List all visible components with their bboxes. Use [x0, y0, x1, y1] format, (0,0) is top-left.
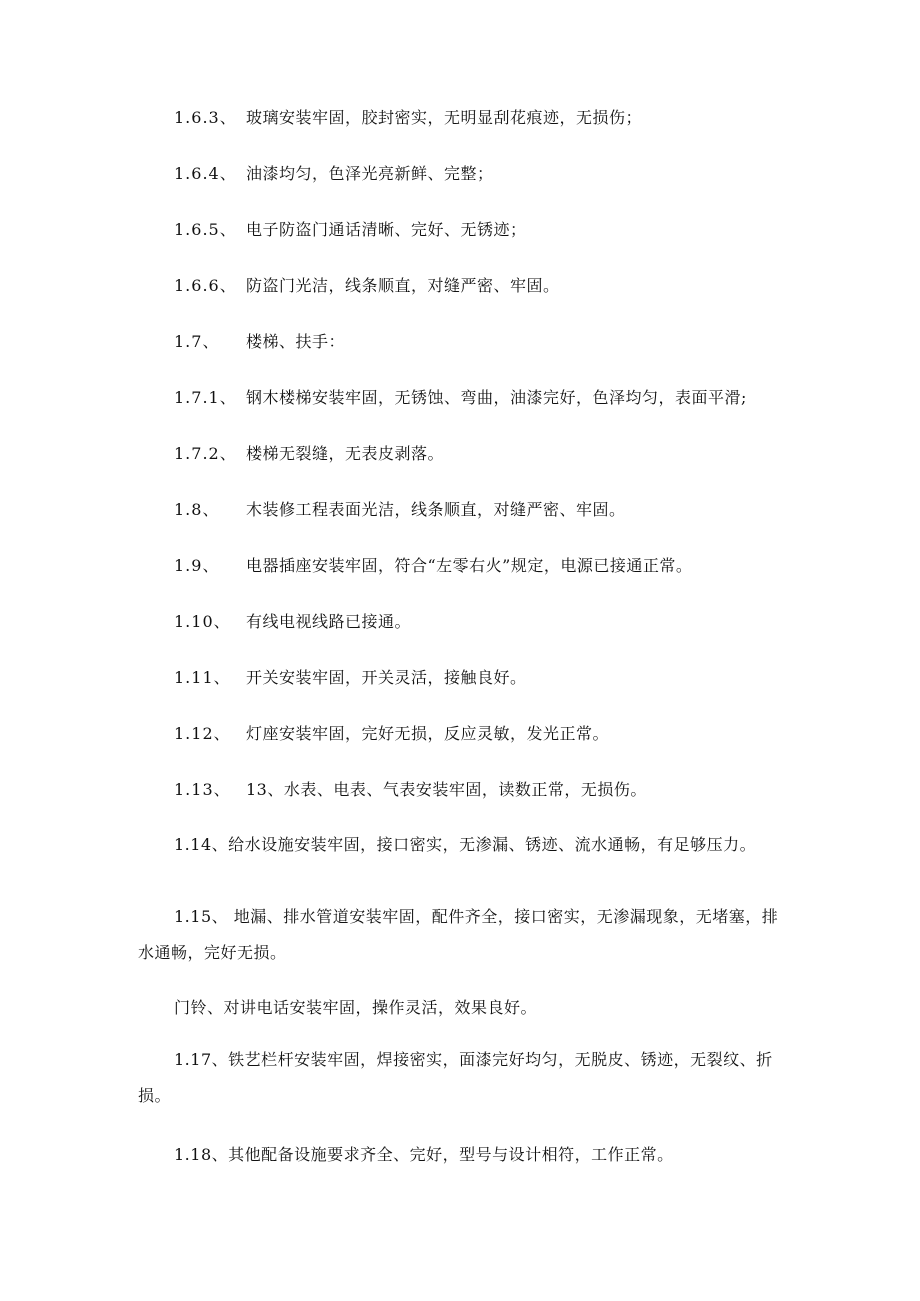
item-text: 13、水表、电表、气表安装牢固，读数正常，无损伤。	[246, 780, 647, 799]
item-text: 防盗门光洁，线条顺直，对缝严密、牢固。	[246, 276, 560, 295]
paragraph: 门铃、对讲电话安装牢固，操作灵活，效果良好。	[174, 998, 538, 1017]
item-number: 1.6.4、	[174, 164, 237, 183]
item-number: 1.12、	[174, 724, 231, 743]
item-text: 开关安装牢固，开关灵活，接触良好。	[246, 668, 527, 687]
item-number: 1.7.1、	[174, 388, 237, 407]
item-number: 1.9、	[174, 556, 220, 575]
item-number: 1.11、	[174, 668, 231, 687]
item-text: 钢木楼梯安装牢固，无锈蚀、弯曲，油漆完好，色泽均匀，表面平滑;	[246, 388, 747, 407]
item-number: 1.8、	[174, 500, 220, 519]
item-number: 1.7、	[174, 332, 220, 351]
paragraph: 1.14、给水设施安装牢固，接口密实，无渗漏、锈迹、流水通畅，有足够压力。	[174, 835, 757, 854]
item-text: 电子防盗门通话清晰、完好、无锈迹；	[246, 220, 527, 239]
paragraph: 1.15、 地漏、排水管道安装牢固，配件齐全，接口密实，无渗漏现象，无堵塞，排水通畅，完好无损。	[138, 907, 779, 962]
item-number: 1.6.3、	[174, 108, 237, 127]
item-text: 油漆均匀，色泽光亮新鲜、完整；	[246, 164, 494, 183]
item-text: 楼梯、扶手：	[246, 332, 346, 351]
item-text: 木装修工程表面光洁，线条顺直，对缝严密、牢固。	[246, 500, 626, 519]
paragraph: 1.17、铁艺栏杆安装牢固，焊接密实，面漆完好均匀，无脱皮、锈迹，无裂纹、折损。	[138, 1050, 773, 1105]
item-text: 有线电视线路已接通。	[246, 612, 412, 631]
item-number: 1.10、	[174, 612, 231, 631]
item-number: 1.6.6、	[174, 276, 237, 295]
item-text: 楼梯无裂缝，无表皮剥落。	[246, 444, 445, 463]
item-number: 1.7.2、	[174, 444, 237, 463]
item-text: 玻璃安装牢固，胶封密实，无明显刮花痕迹，无损伤；	[246, 108, 643, 127]
item-number: 1.6.5、	[174, 220, 237, 239]
item-number: 1.13、	[174, 780, 231, 799]
item-text: 灯座安装牢固，完好无损，反应灵敏，发光正常。	[246, 724, 610, 743]
paragraph: 1.18、其他配备设施要求齐全、完好，型号与设计相符，工作正常。	[174, 1145, 674, 1164]
item-text: 电器插座安装牢固，符合“左零右火”规定，电源已接通正常。	[246, 556, 693, 575]
